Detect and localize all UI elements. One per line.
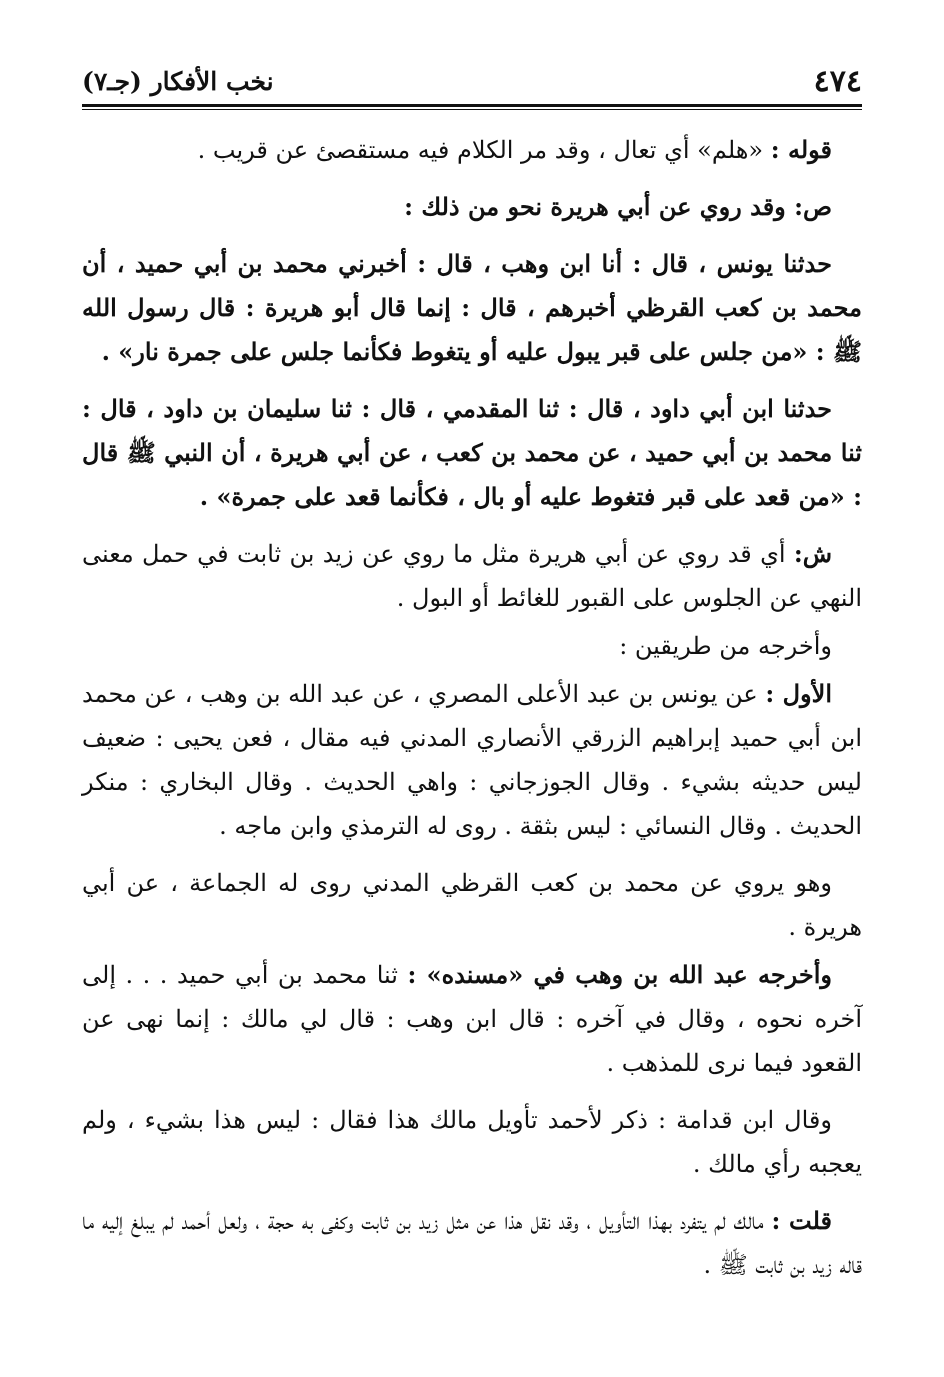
paragraph-lead: الأول : [765, 679, 832, 708]
paragraph-hadith-2 [82, 387, 862, 519]
paragraph-hadith-1 [82, 242, 862, 374]
paragraph-first-path [82, 672, 862, 848]
page-body [82, 128, 862, 1300]
paragraph-qultu [82, 1199, 862, 1287]
paragraph-lead: قلت : [771, 1206, 833, 1235]
paragraph-narrator [82, 861, 862, 949]
book-title: نخب الأفكار (جـ٧) [82, 67, 274, 96]
paragraph-text: وقد روي عن أبي هريرة نحو من ذلك : [404, 192, 795, 221]
paragraph-lead: ش: [793, 539, 832, 568]
paragraph-text: ثنا محمد بن أبي حميد . . . إلى آخره نحوه ، وقال في آخره : قال ابن وهب : قال لي مالك : إنما نهى عن القعود فيما نرى للمذهب . [82, 961, 862, 1077]
paragraph-sad [82, 185, 862, 229]
page-header [82, 60, 862, 100]
paragraph-text: «هلم» أي تعال ، وقد مر الكلام فيه مستقصئ عن قريب . [197, 136, 771, 164]
paragraph-text: وأخرجه من طريقين : [619, 632, 832, 660]
paragraph-text: وقال ابن قدامة : ذكر لأحمد تأويل مالك هذا فقال : ليس هذا بشيء ، ولم يعجبه رأي مالك . [82, 1106, 862, 1178]
paragraph-text: حدثنا يونس ، قال : أنا ابن وهب ، قال : أخبرني محمد بن أبي حميد ، أن محمد بن كعب القرظي أخبرهم ، قال : إنما قال أبو هريرة : قال رسول الله ﷺ : «من جلس على قبر يبول عليه أو يتغوط فكأنما جلس على جمرة نار» . [82, 249, 862, 366]
paragraph-text: مالك لم يتفرد بهذا التأويل ، وقد نقل هذا عن مثل زيد بن ثابت وكفى به حجة ، ولعل أحمد لم يبلغ إليه ما قاله زيد بن ثابت ﷺ . [82, 1207, 862, 1279]
paragraph-text: عن يونس بن عبد الأعلى المصري ، عن عبد الله بن وهب ، عن محمد ابن أبي حميد إبراهيم الزرقي الأنصاري المدني فيه مقال ، فعن يحيى : ضعيف ليس حديثه بشيء . وقال الجوزجاني : واهي الحديث . وقال البخاري : منكر الحديث . وقال النسائي : ليس بثقة . روى له الترمذي وابن ماجه . [82, 680, 862, 840]
paragraph-text: أي قد روي عن أبي هريرة مثل ما روي عن زيد بن ثابت في حمل معنى النهي عن الجلوس على القبور للغائط أو البول . [82, 540, 862, 612]
paragraph-text: حدثنا ابن أبي داود ، قال : ثنا المقدمي ، قال : ثنا سليمان بن داود ، قال : ثنا محمد بن أبي حميد ، عن محمد بن كعب ، عن أبي هريرة ، أن النبي ﷺ قال : «من قعد على قبر فتغوط عليه أو بال ، فكأنما قعد على جمرة» . [82, 394, 862, 511]
paragraph-shin [82, 532, 862, 620]
page-number: ٤٧٤ [813, 64, 862, 99]
paragraph-two-paths [82, 624, 862, 668]
paragraph-ibn-qudama [82, 1098, 862, 1186]
paragraph-lead: ص: [794, 192, 832, 221]
header-rule-thin [82, 109, 862, 110]
paragraph-text: وهو يروي عن محمد بن كعب القرظي المدني روى له الجماعة ، عن أبي هريرة . [82, 869, 862, 941]
paragraph-lead: وأخرجه عبد الله بن وهب في «مسنده» : [407, 960, 832, 989]
paragraph-musnad [82, 953, 862, 1085]
header-rule-thick [82, 104, 862, 107]
paragraph-qawluh [82, 128, 862, 172]
paragraph-lead: قوله : [770, 135, 832, 164]
